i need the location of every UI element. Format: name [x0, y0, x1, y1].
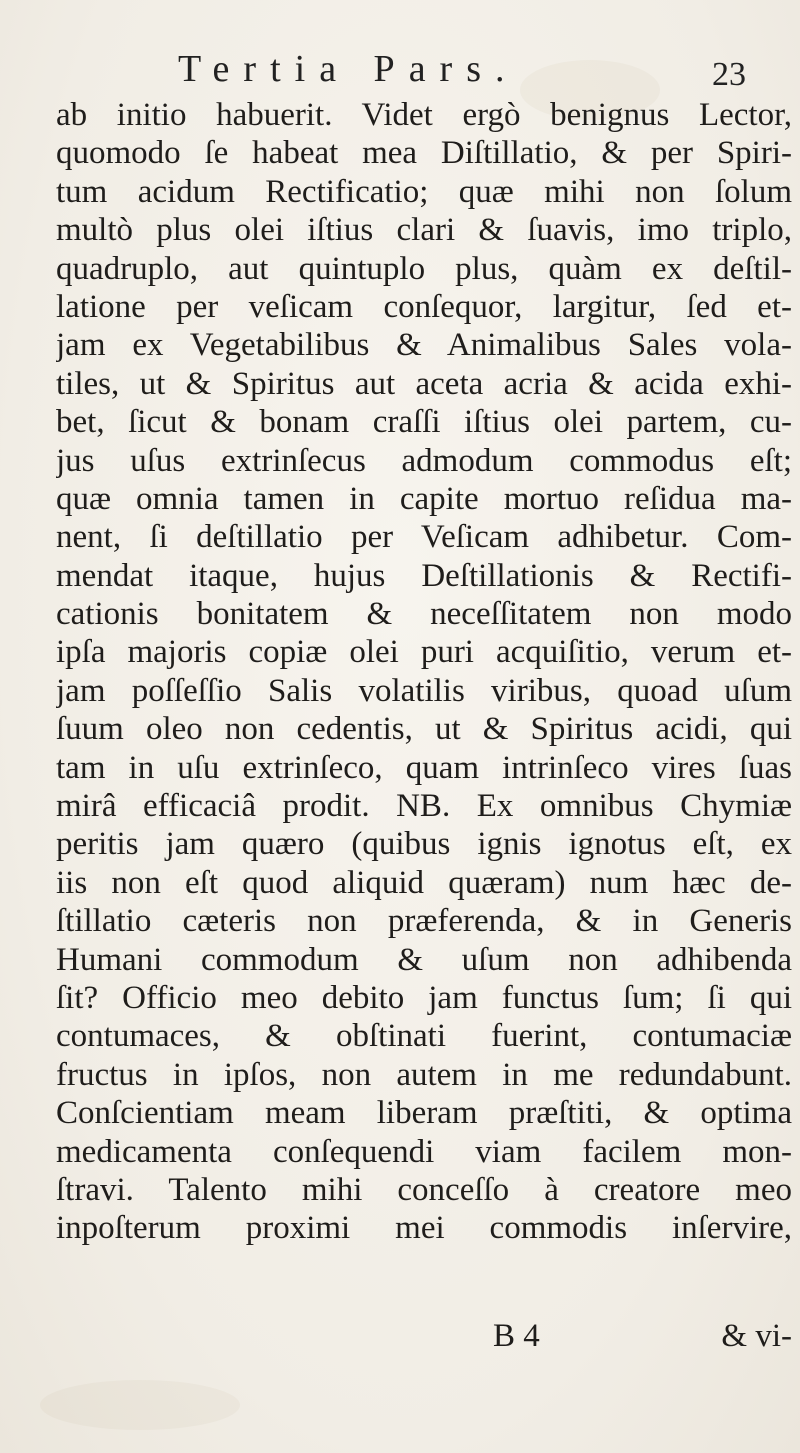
text-line: medicamenta conſequendi viam facilem mon- — [56, 1133, 792, 1170]
paper-stain — [40, 1380, 240, 1430]
text-line: peritis jam quæro (quibus ignis ignotus eſt, ex — [56, 826, 792, 863]
text-line: quæ omnia tamen in capite mortuo reſidua ma- — [56, 480, 792, 517]
text-line: Conſcientiam meam liberam præſtiti, & optima — [56, 1095, 792, 1132]
text-line: jam ex Vegetabilibus & Animalibus Sales vola- — [56, 327, 792, 364]
text-line: Humani commodum & uſum non adhibenda — [56, 941, 792, 978]
text-line: quomodo ſe habeat mea Diſtillatio, & per Spiri- — [56, 135, 792, 172]
body-text — [56, 96, 796, 1248]
catchword: & vi- — [721, 1318, 792, 1354]
running-head — [0, 44, 800, 94]
text-line: jam poſſeſſio Salis volatilis viribus, quoad uſum — [56, 672, 792, 709]
text-line: tam in uſu extrinſeco, quam intrinſeco vires ſuas — [56, 749, 792, 786]
text-line: tiles, ut & Spiritus aut aceta acria & acida exhi- — [56, 365, 792, 402]
text-line: multò plus olei iſtius clari & ſuavis, imo triplo, — [56, 212, 792, 249]
text-line: ipſa majoris copiæ olei puri acquiſitio, verum et- — [56, 634, 792, 671]
text-line: ſit? Officio meo debito jam functus ſum; ſi qui — [56, 979, 792, 1016]
text-line: ſtravi. Talento mihi conceſſo à creatore meo — [56, 1171, 792, 1208]
text-line: cationis bonitatem & neceſſitatem non modo — [56, 596, 792, 633]
page-number: 23 — [712, 56, 746, 93]
text-line: mirâ efficaciâ prodit. NB. Ex omnibus Chymiæ — [56, 788, 792, 825]
text-line: fructus in ipſos, non autem in me redundabunt. — [56, 1056, 792, 1093]
running-title: Tertia Pars. — [178, 48, 519, 90]
text-line: ſuum oleo non cedentis, ut & Spiritus acidi, qui — [56, 711, 792, 748]
text-line: ſtillatio cæteris non præferenda, & in Generis — [56, 903, 792, 940]
text-line: inpoſterum proximi mei commodis inſervire, — [56, 1210, 792, 1247]
text-line: quadruplo, aut quintuplo plus, quàm ex deſtil- — [56, 250, 792, 287]
text-line: bet, ſicut & bonam craſſi iſtius olei partem, cu- — [56, 404, 792, 441]
footer-line — [56, 1316, 792, 1356]
text-line: jus uſus extrinſecus admodum commodus eſt; — [56, 442, 792, 479]
text-line: tum acidum Rectificatio; quæ mihi non ſolum — [56, 173, 792, 210]
text-line: mendat itaque, hujus Deſtillationis & Rectifi- — [56, 557, 792, 594]
text-line: ab initio habuerit. Videt ergò benignus Lector, — [56, 97, 792, 133]
text-line: iis non eſt quod aliquid quæram) num hæc de- — [56, 864, 792, 901]
text-line: nent, ſi deſtillatio per Veſicam adhibetur. Com- — [56, 519, 792, 556]
text-line: latione per veſicam conſequor, largitur, ſed et- — [56, 288, 792, 325]
signature-mark: B 4 — [493, 1318, 540, 1354]
text-line: contumaces, & obſtinati fuerint, contumaciæ — [56, 1018, 792, 1055]
